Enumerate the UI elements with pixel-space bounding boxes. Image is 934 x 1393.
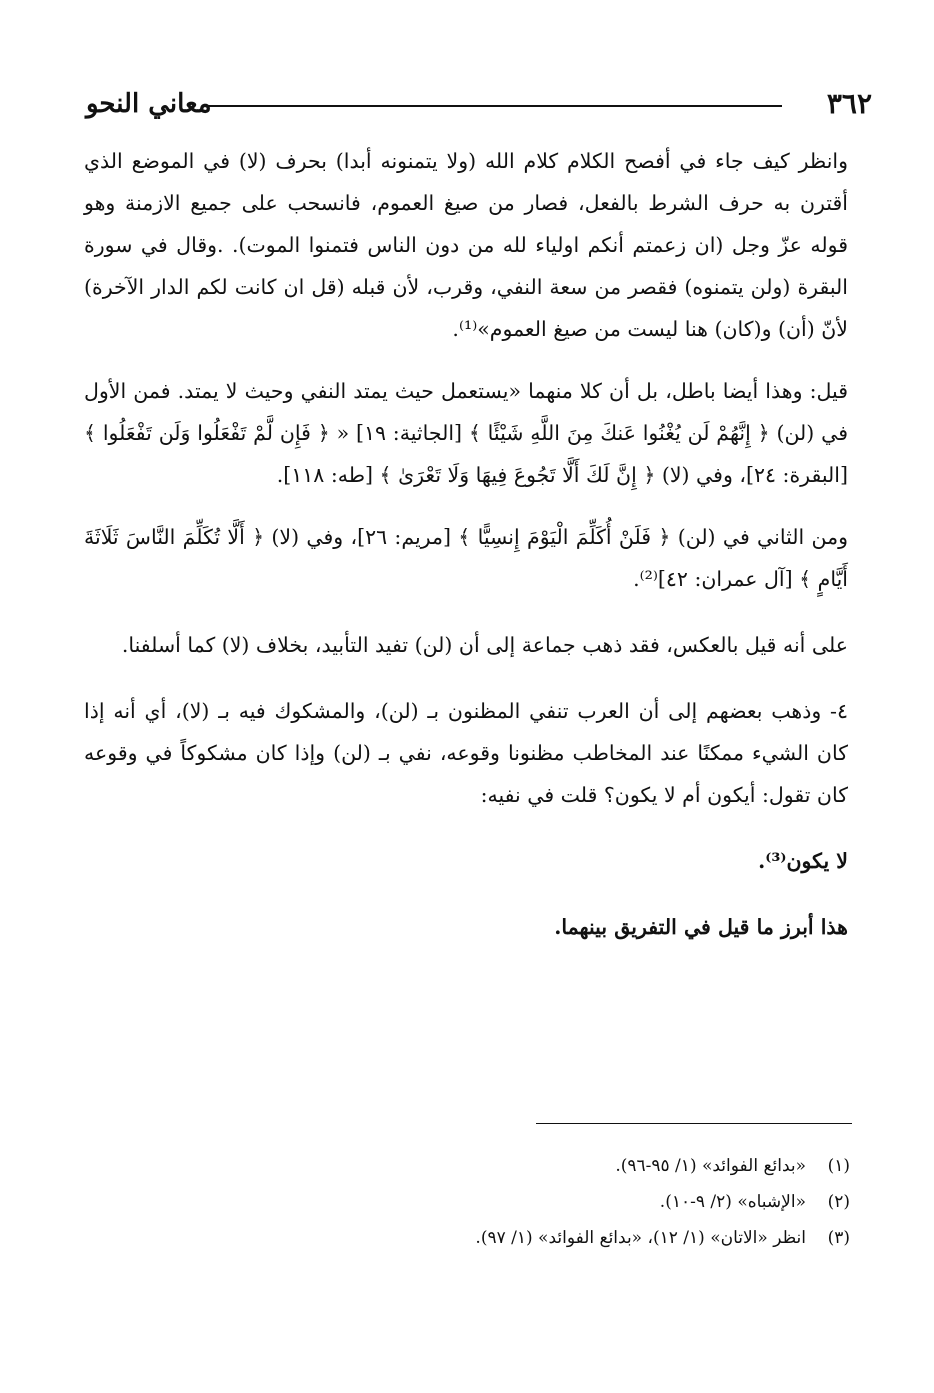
header-rule: [206, 105, 782, 107]
paragraph-6: لا يكون⁽³⁾.: [758, 849, 848, 873]
paragraph-5: ٤- وذهب بعضهم إلى أن العرب تنفي المظنون بـ (لن)، والمشكوك فيه بـ (لا)، أي أنه إذا كان الشيء ممكنًا عند المخاطب مظنونا وقوعه، نفي بـ (لن) وإذا كان مشكوكاً في وقوعه كان تقول: أيكون أم لا يكون؟ قلت في نفيه:: [84, 699, 848, 807]
page-header: [86, 84, 872, 132]
footnote-text: «بدائع الفوائد» (١/ ٩٥-٩٦).: [615, 1156, 806, 1176]
paragraph-4: على أنه قيل بالعكس، فقد ذهب جماعة إلى أن (لن) تفيد التأبيد، بخلاف (لا) كما أسلفنا.: [121, 633, 848, 657]
footnote-text: «الإشباه» (٢/ ٩-١٠).: [659, 1192, 806, 1212]
footnote-text: انظر «الاتان» (١/ ١٢)، «بدائع الفوائد» (١/ ٩٧).: [475, 1228, 806, 1248]
paragraph-3: ومن الثاني في (لن) ﴿ فَلَنْ أُكَلِّمَ الْيَوْمَ إِنسِيًّا ﴾ [مريم: ٢٦]، وفي (لا) ﴿ أَلَّا تُكَلِّمَ النَّاسَ ثَلَاثَةَ أَيَّامٍ ﴾ [آل عمران: ٤٢]⁽²⁾.: [84, 525, 848, 591]
page-number: ٣٦٢: [826, 87, 872, 120]
footnote-3: [430, 1220, 850, 1256]
paragraph-7: هذا أبرز ما قيل في التفريق بينهما.: [554, 915, 848, 939]
paragraph-1: وانظر كيف جاء في أفصح الكلام كلام الله (ولا يتمنونه أبدا) بحرف (لا) في الموضع الذي أقترن به حرف الشرط بالفعل، فصار من صيغ العموم، فانسحب على جميع الازمنة وهو قوله عزّ وجل (ان زعمتم أنكم اولياء لله من دون الناس فتمنوا الموت). .وقال في سورة البقرة (ولن يتمنوه) فقصر من سعة النفي، وقرب، لأن قبله (قل ان كانت لكم الدار الآخرة) لأنّ (أن) و(كان) هنا ليست من صيغ العموم»⁽¹⁾.: [84, 149, 848, 341]
footnote-number: (٢): [827, 1192, 850, 1212]
footnote-1: [430, 1148, 850, 1184]
footnote-number: (١): [827, 1156, 850, 1176]
footnote-number: (٣): [827, 1228, 850, 1248]
paragraph-2: قيل: وهذا أيضا باطل، بل أن كلا منهما «يستعمل حيث يمتد النفي وحيث لا يمتد. فمن الأول في (لن) ﴿ إِنَّهُمْ لَن يُغْنُوا عَنكَ مِنَ اللَّهِ شَيْئًا ﴾ [الجاثية: ١٩] « ﴿ فَإِن لَّمْ تَفْعَلُوا وَلَن تَفْعَلُوا ﴾ [البقرة: ٢٤]، وفي (لا) ﴿ إِنَّ لَكَ أَلَّا تَجُوعَ فِيهَا وَلَا تَعْرَىٰ ﴾ [طه: ١١٨].: [84, 379, 848, 487]
footnotes: [430, 1148, 850, 1256]
page-body: [84, 140, 848, 948]
footnote-rule: [536, 1123, 852, 1124]
running-title: معاني النحو: [86, 89, 212, 119]
footnote-2: [430, 1184, 850, 1220]
